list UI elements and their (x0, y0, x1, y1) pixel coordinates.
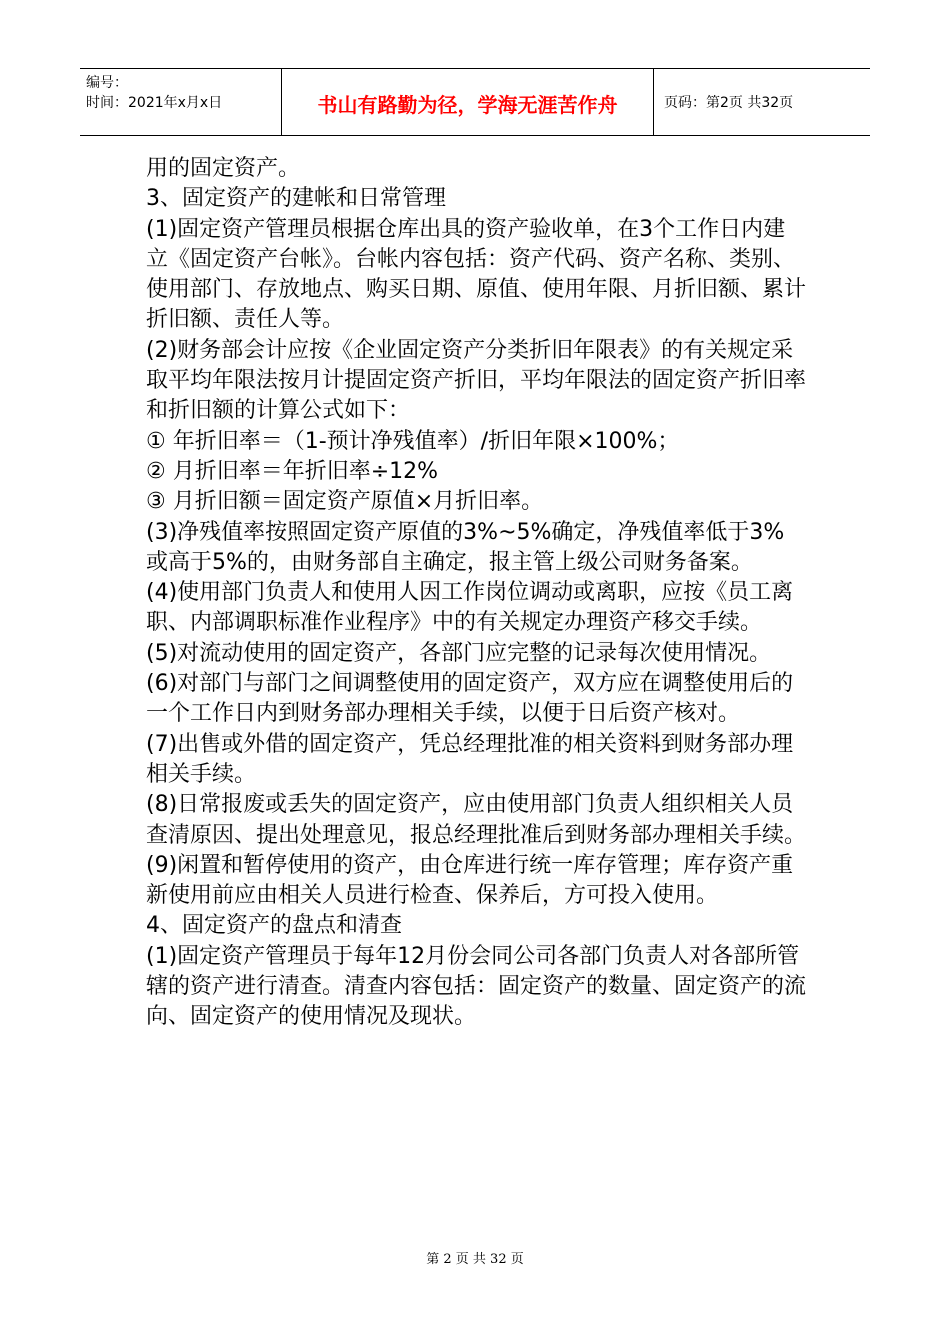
document-number: 编号： (86, 75, 128, 91)
paragraph: (8)日常报废或丢失的固定资产，应由使用部门负责人组织相关人员查清原因、提出处理意见，报总经理批准后到财务部办理相关手续。 (146, 792, 807, 848)
paragraph: (2)财务部会计应按《企业固定资产分类折旧年限表》的有关规定采取平均年限法按月计提固定资产折旧，平均年限法的固定资产折旧率和折旧额的计算公式如下： (146, 337, 807, 424)
paragraph: (1)固定资产管理员于每年12月份会同公司各部门负责人对各部所管辖的资产进行清查。清查内容包括：固定资产的数量、固定资产的流向、固定资产的使用情况及现状。 (146, 943, 807, 1030)
page-header (80, 68, 870, 136)
formula-line: ① 年折旧率＝（1-预计净残值率）/折旧年限×100%； (146, 428, 680, 454)
page-footer: 第 2 页 共 32 页 (426, 1252, 524, 1267)
paragraph: (9)闲置和暂停使用的资产，由仓库进行统一库存管理；库存资产重新使用前应由相关人员进行检查、保养后，方可投入使用。 (146, 852, 794, 909)
paragraph: (4)使用部门负责人和使用人因工作岗位调动或离职，应按《员工离职、内部调职标准作业程序》中的有关规定办理资产移交手续。 (146, 580, 794, 636)
formula-line: ② 月折旧率＝年折旧率÷12% (146, 458, 439, 484)
section-heading: 4、固定资产的盘点和清查 (146, 913, 402, 939)
paragraph: (5)对流动使用的固定资产，各部门应完整的记录每次使用情况。 (146, 640, 772, 666)
paragraph: (7)出售或外借的固定资产，凭总经理批准的相关资料到财务部办理相关手续。 (146, 731, 794, 787)
document-date: 时间：2021年x月x日 (86, 95, 223, 111)
header-page-info: 页码：第2页 共32页 (664, 95, 794, 111)
header-meta (80, 69, 282, 135)
paragraph: (3)净残值率按照固定资产原值的3%~5%确定，净残值率低于3%或高于5%的，由财务部自主确定，报主管上级公司财务备案。 (146, 519, 785, 575)
section-heading: 3、固定资产的建帐和日常管理 (146, 186, 446, 212)
paragraph: 用的固定资产。 (146, 156, 301, 181)
paragraph: (6)对部门与部门之间调整使用的固定资产，双方应在调整使用后的一个工作日内到财务部办理相关手续，以便于日后资产核对。 (146, 671, 794, 727)
document-body (146, 154, 806, 1033)
formula-line: ③ 月折旧额＝固定资产原值×月折旧率。 (146, 489, 544, 515)
header-motto: 书山有路勤为径，学海无涯苦作舟 (282, 69, 654, 135)
paragraph: (1)固定资产管理员根据仓库出具的资产验收单，在3个工作日内建立《固定资产台帐》。台帐内容包括：资产代码、资产名称、类别、使用部门、存放地点、购买日期、原值、使用年限、月折旧额、累计折旧额、责任人等。 (146, 216, 807, 333)
